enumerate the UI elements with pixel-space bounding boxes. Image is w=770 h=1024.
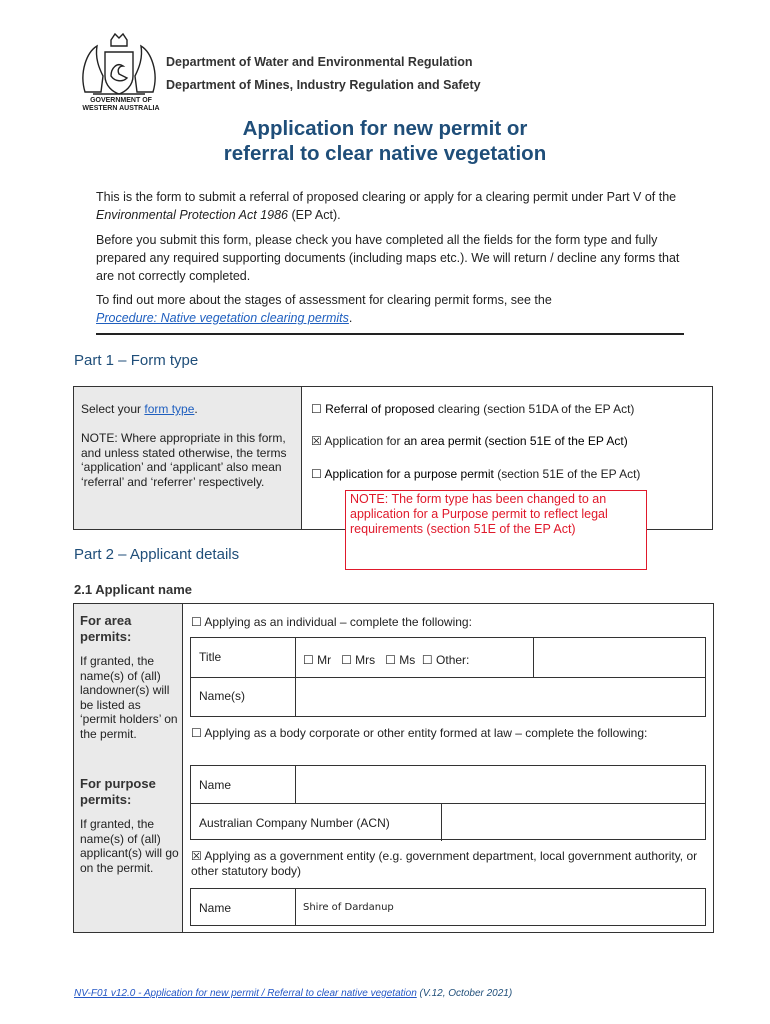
footer: NV-F01 v12.0 - Application for new permit / Referral to clear native vegetation (V.12, October 2021) bbox=[74, 988, 513, 999]
area-permits-text: If granted, the name(s) of (all) landowner(s) will be listed as ‘permit holders’ on the permit. bbox=[80, 654, 178, 741]
gov-name-label: Name bbox=[199, 901, 232, 915]
title-label: Title bbox=[199, 650, 222, 664]
intro-paragraph-3: To find out more about the stages of assessment for clearing permit forms, see the Procedure: Native vegetation clearing permits. bbox=[96, 293, 552, 325]
gov-name-input[interactable]: Shire of Dardanup bbox=[303, 902, 394, 913]
applicant-name-table bbox=[73, 603, 714, 933]
procedure-link[interactable]: Procedure: Native vegetation clearing permits bbox=[96, 311, 349, 325]
government-label: GOVERNMENT OF WESTERN AUSTRALIA bbox=[82, 97, 160, 112]
form-type-change-note: NOTE: The form type has been changed to an application for a Purpose permit to reflect legal requirements (section 51E of the EP Act) bbox=[345, 490, 647, 570]
intro-paragraph-1: This is the form to submit a referral of proposed clearing or apply for a clearing permit under Part V of the Environmental Protection Act 1986 (EP Act). bbox=[96, 190, 677, 222]
corp-name-label: Name bbox=[199, 778, 232, 792]
divider bbox=[96, 333, 684, 335]
part-2-heading: Part 2 – Applicant details bbox=[74, 546, 240, 563]
names-label: Name(s) bbox=[199, 689, 246, 703]
area-permits-heading: For area permits: bbox=[80, 613, 132, 644]
individual-option[interactable]: ☐ Applying as an individual – complete the following: bbox=[191, 615, 472, 629]
coat-of-arms-logo bbox=[75, 32, 163, 98]
government-option[interactable]: ☒ Applying as a government entity (e.g. government department, local government authority, or other statutory body) bbox=[191, 849, 698, 878]
government-fields bbox=[190, 888, 706, 926]
footer-link[interactable]: NV-F01 v12.0 - Application for new permit / Referral to clear native vegetation bbox=[74, 988, 417, 999]
acn-input[interactable] bbox=[444, 806, 703, 839]
acn-label: Australian Company Number (ACN) bbox=[199, 816, 390, 830]
body-corporate-option[interactable]: ☐ Applying as a body corporate or other entity formed at law – complete the following: bbox=[191, 726, 648, 740]
intro-paragraph-2: Before you submit this form, please check you have completed all the fields for the form type and fully prepared any required supporting documents (including maps etc.). We will return / decline any forms that are not correctly completed. bbox=[96, 233, 680, 283]
option-referral[interactable]: ☐ Referral of proposed clearing (section 51DA of the EP Act) bbox=[311, 402, 635, 416]
form-type-instructions bbox=[74, 387, 302, 529]
title-other-input[interactable] bbox=[535, 640, 703, 675]
purpose-permits-text: If granted, the name(s) of (all) applicant(s) will go on the permit. bbox=[80, 817, 179, 875]
option-area-permit[interactable]: ☒ Application for an area permit (section 51E of the EP Act) bbox=[311, 434, 628, 448]
purpose-permits-heading: For purpose permits: bbox=[80, 776, 156, 807]
part-1-heading: Part 1 – Form type bbox=[74, 352, 199, 369]
form-type-note: NOTE: Where appropriate in this form, and unless stated otherwise, the terms ‘application’ and ‘applicant’ also mean ‘referral’ and ‘referrer’ respectively. bbox=[81, 431, 287, 489]
select-form-type-text: Select your form type. bbox=[81, 402, 198, 416]
option-purpose-permit[interactable]: ☐ Application for a purpose permit (section 51E of the EP Act) bbox=[311, 467, 641, 481]
department-name-water: Department of Water and Environmental Regulation bbox=[166, 55, 473, 69]
individual-fields bbox=[190, 637, 706, 717]
section-2-1-heading: 2.1 Applicant name bbox=[74, 582, 192, 597]
applicant-instructions bbox=[74, 604, 183, 932]
checkbox-area-permit[interactable]: ☒ bbox=[311, 434, 322, 448]
form-title-line-1: Application for new permit or bbox=[242, 117, 528, 140]
body-corporate-fields bbox=[190, 765, 706, 840]
checkbox-purpose-permit[interactable]: ☐ bbox=[311, 467, 322, 481]
form-title-line-2: referral to clear native vegetation bbox=[223, 142, 547, 165]
department-name-mines: Department of Mines, Industry Regulation and Safety bbox=[166, 78, 481, 92]
names-input[interactable] bbox=[297, 679, 703, 716]
checkbox-referral[interactable]: ☐ bbox=[311, 402, 322, 416]
corp-name-input[interactable] bbox=[297, 768, 703, 801]
form-type-link[interactable]: form type bbox=[144, 402, 195, 416]
title-checkboxes[interactable]: ☐ Mr ☐ Mrs ☐ Ms ☐ Other: bbox=[303, 653, 470, 667]
